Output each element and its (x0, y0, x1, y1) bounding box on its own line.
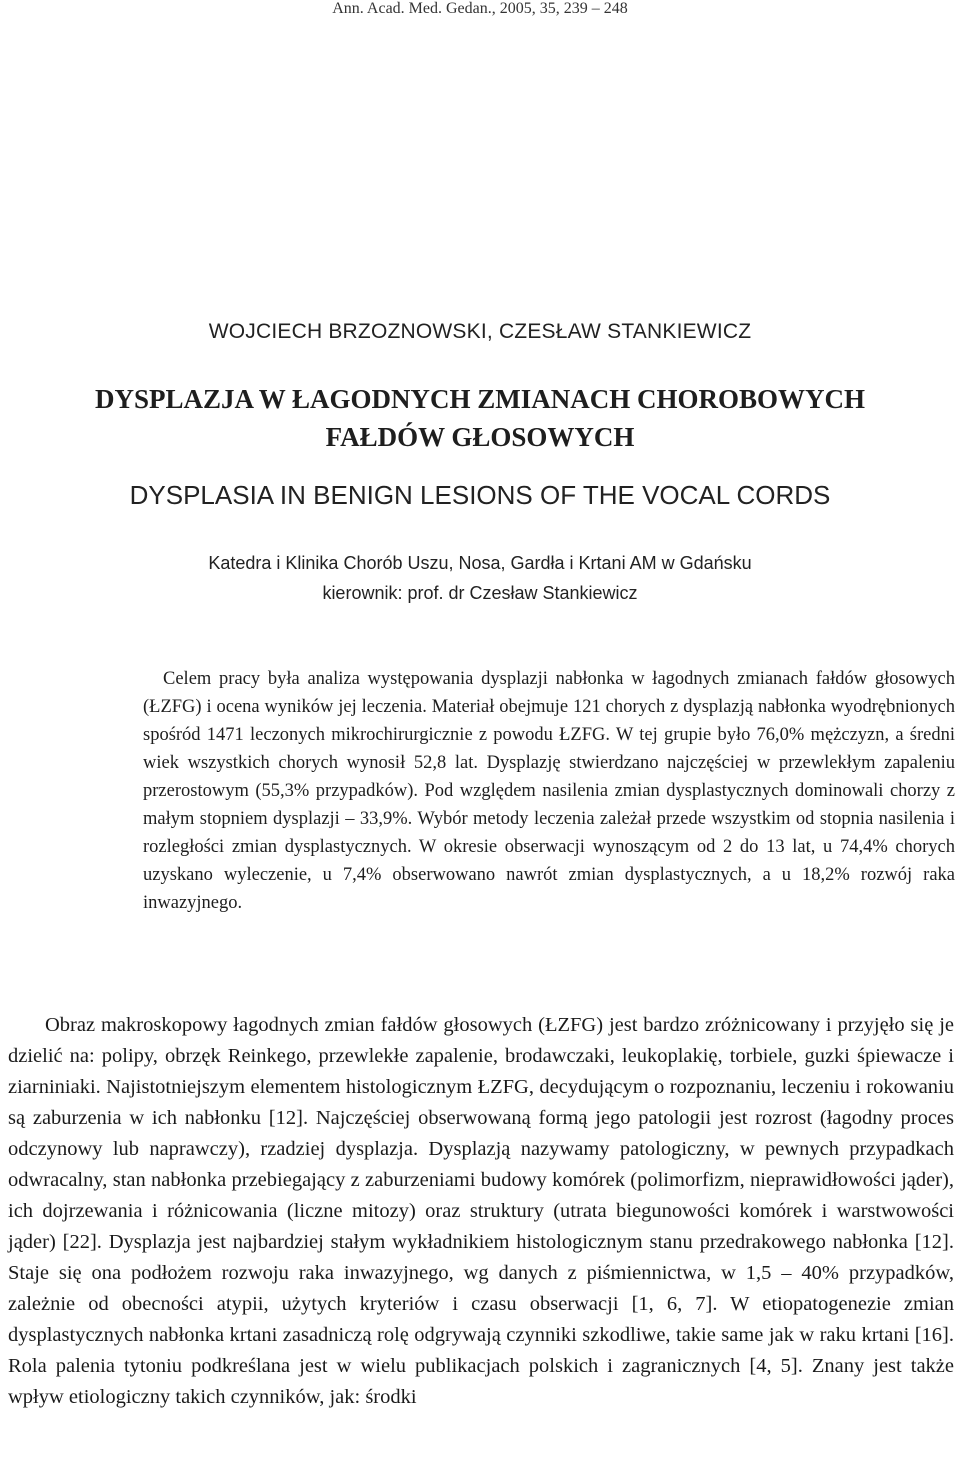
body-paragraph: Obraz makroskopowy łagodnych zmian fałdów głosowych (ŁZFG) jest bardzo zróżnicowany i przyjęło się je dzielić na: polipy, obrzęk Reinkego, przewlekłe zapalenie, brodawczaki, leukoplakię, torbiele, guzki śpiewacze i ziarniniaki. Najistotniejszym elementem histologicznym ŁZFG, decydującym o rozpoznaniu, leczeniu i rokowaniu są zaburzenia w ich nabłonku [12]. Najczęściej obserwowaną formą jego patologii jest rozrost (łagodny proces odczynowy lub naprawczy), rzadziej dysplazja. Dysplazją nazywamy patologiczny, w pewnych przypadkach odwracalny, stan nabłonka przebiegający z zaburzeniami budowy komórek (polimorfizm, nieprawidłowości jąder), ich dojrzewania i różnicowania (liczne mitozy) oraz struktury (utrata biegunowości komórek i warstwowości jąder) [22]. Dysplazja jest najbardziej stałym wykładnikiem histologicznym stanu przedrakowego nabłonka [12]. Staje się ona podłożem rozwoju raka inwazyjnego, wg danych z piśmiennictwa, w 1,5 – 40% przypadków, zależnie od obecności atypii, użytych kryteriów i czasu obserwacji [1, 6, 7]. W etiopatogenezie zmian dysplastycznych nabłonka krtani zasadniczą rolę odgrywają czynniki szkodliwe, takie same jak w raku krtani [16]. Rola palenia tytoniu podkreślana jest w wielu publikacjach polskich i zagranicznych [4, 5]. Znany jest także wpływ etiologiczny takich czynników, jak: środki (8, 1014, 954, 1408)
affiliation-department: Katedra i Klinika Chorób Uszu, Nosa, Gardła i Krtani AM w Gdańsku (208, 553, 752, 573)
affiliation-head: kierownik: prof. dr Czesław Stankiewicz (322, 583, 638, 603)
title-polish-line-1: DYSPLAZJA W ŁAGODNYCH ZMIANACH CHOROBOWYCH (94, 384, 866, 414)
journal-reference: Ann. Acad. Med. Gedan., 2005, 35, 239 – 248 (332, 0, 628, 17)
title-polish (0, 380, 960, 456)
title-english: DYSPLASIA IN BENIGN LESIONS OF THE VOCAL CORDS (129, 480, 831, 510)
title-polish-line-2: FAŁDÓW GŁOSOWYCH (325, 422, 635, 452)
authors: WOJCIECH BRZOZNOWSKI, CZESŁAW STANKIEWICZ (208, 320, 752, 343)
affiliation (0, 548, 960, 608)
abstract: Celem pracy była analiza występowania dysplazji nabłonka w łagodnych zmianach fałdów głosowych (ŁZFG) i ocena wyników jej leczenia. Materiał obejmuje 121 chorych z dysplazją nabłonka wyodrębnionych spośród 1471 leczonych mikrochirurgicznie z powodu ŁZFG. W tej grupie było 76,0% mężczyzn, a średni wiek wszystkich chorych wynosił 52,8 lat. Dysplazję stwierdzano najczęściej w przewlekłym zapaleniu przerostowym (55,3% przypadków). Pod względem nasilenia zmian dysplastycznych dominowali chorzy z małym stopniem dysplazji – 33,9%. Wybór metody leczenia zależał przede wszystkim od stopnia nasilenia i rozległości zmian dysplastycznych. W okresie obserwacji wynoszącym od 2 do 13 lat, u 74,4% chorych uzyskano wyleczenie, u 7,4% obserwowano nawrót zmian dysplastycznych, a u 18,2% rozwój raka inwazyjnego. (143, 669, 955, 913)
